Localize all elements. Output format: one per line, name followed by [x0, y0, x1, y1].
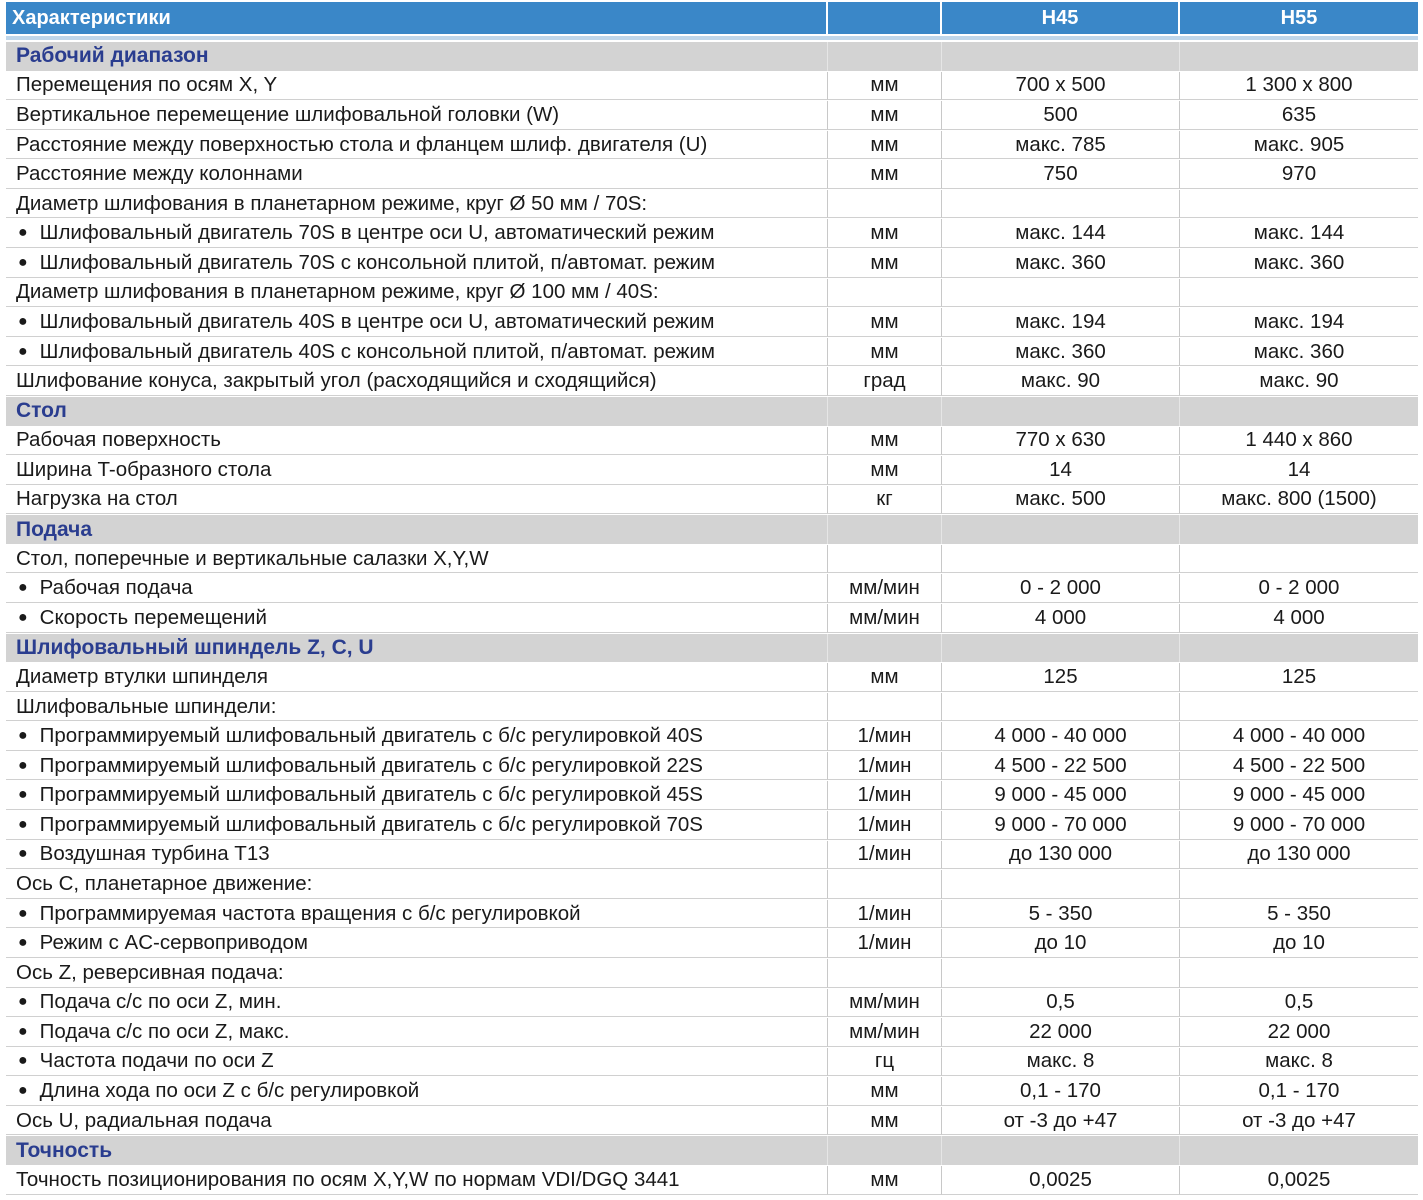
- section-title-text: Рабочий диапазон: [16, 44, 209, 68]
- section-row: [6, 397, 1418, 427]
- value-h45: 0 - 2 000: [942, 574, 1180, 603]
- param-name-cell: [6, 900, 828, 929]
- value-h45: 9 000 - 45 000: [942, 781, 1180, 810]
- bullet-icon: ●: [18, 312, 28, 330]
- table-header: [6, 2, 1418, 34]
- unit-cell: мм: [828, 160, 942, 189]
- value-h55: [1180, 693, 1418, 722]
- value-h55: [1180, 1136, 1418, 1165]
- param-name: Диаметр шлифования в планетарном режиме, круг Ø 50 мм / 70S:: [16, 191, 648, 215]
- unit-cell: кг: [828, 486, 942, 515]
- unit-cell: мм: [828, 308, 942, 337]
- section-title-text: Точность: [16, 1138, 113, 1162]
- param-name-cell: [6, 338, 828, 367]
- section-title: [6, 634, 828, 663]
- value-h55: 5 - 350: [1180, 900, 1418, 929]
- value-h45: [942, 515, 1180, 544]
- value-h45: макс. 785: [942, 131, 1180, 160]
- param-name-cell: [6, 989, 828, 1018]
- param-name-cell: [6, 722, 828, 751]
- unit-cell: мм: [828, 1107, 942, 1136]
- value-h45: [942, 397, 1180, 426]
- unit-cell: мм: [828, 72, 942, 101]
- table-row: [6, 308, 1418, 338]
- param-name-cell: [6, 841, 828, 870]
- unit-cell: мм/мин: [828, 574, 942, 603]
- table-row: [6, 929, 1418, 959]
- param-name-cell: [6, 486, 828, 515]
- param-name-cell: [6, 1166, 828, 1195]
- param-name: Воздушная турбина T13: [39, 842, 270, 866]
- table-row: [6, 131, 1418, 161]
- param-name: Нагрузка на стол: [16, 487, 178, 511]
- unit-cell: мм: [828, 456, 942, 485]
- param-name-cell: [6, 101, 828, 130]
- value-h45: [942, 190, 1180, 219]
- bullet-icon: ●: [18, 1022, 28, 1040]
- param-name: Частота подачи по оси Z: [39, 1049, 274, 1073]
- param-name-cell: [6, 1048, 828, 1077]
- value-h55: [1180, 397, 1418, 426]
- param-name: Рабочая поверхность: [16, 428, 221, 452]
- value-h55: 0 - 2 000: [1180, 574, 1418, 603]
- table-row: [6, 101, 1418, 131]
- unit-cell: мм: [828, 663, 942, 692]
- value-h55: 0,5: [1180, 989, 1418, 1018]
- table-row: [6, 663, 1418, 693]
- table-row: [6, 190, 1418, 220]
- value-h45: 125: [942, 663, 1180, 692]
- table-row: [6, 160, 1418, 190]
- table-row: [6, 279, 1418, 309]
- table-row: [6, 1107, 1418, 1137]
- unit-cell: [828, 634, 942, 663]
- param-name-cell: [6, 219, 828, 248]
- value-h45: 0,0025: [942, 1166, 1180, 1195]
- unit-cell: 1/мин: [828, 929, 942, 958]
- unit-cell: 1/мин: [828, 811, 942, 840]
- value-h55: макс. 8: [1180, 1048, 1418, 1077]
- value-h55: до 130 000: [1180, 841, 1418, 870]
- value-h45: до 130 000: [942, 841, 1180, 870]
- param-name-cell: [6, 456, 828, 485]
- value-h55: 4 000: [1180, 604, 1418, 633]
- table-row: [6, 781, 1418, 811]
- param-name: Подача с/с по оси Z, мин.: [39, 990, 282, 1014]
- table-row: [6, 545, 1418, 575]
- value-h45: 5 - 350: [942, 900, 1180, 929]
- value-h55: 9 000 - 45 000: [1180, 781, 1418, 810]
- value-h45: 4 000: [942, 604, 1180, 633]
- bullet-icon: ●: [18, 253, 28, 271]
- value-h45: макс. 360: [942, 338, 1180, 367]
- param-name-cell: [6, 190, 828, 219]
- value-h55: до 10: [1180, 929, 1418, 958]
- section-title-text: Шлифовальный шпиндель Z, C, U: [16, 635, 374, 659]
- table-row: [6, 456, 1418, 486]
- table-row: [6, 722, 1418, 752]
- table-row: [6, 1166, 1418, 1196]
- value-h45: макс. 360: [942, 249, 1180, 278]
- value-h45: 14: [942, 456, 1180, 485]
- param-name-cell: [6, 693, 828, 722]
- unit-cell: [828, 1136, 942, 1165]
- table-row: [6, 338, 1418, 368]
- value-h55: 4 000 - 40 000: [1180, 722, 1418, 751]
- value-h55: 1 440 x 860: [1180, 427, 1418, 456]
- table-body: [6, 42, 1418, 1196]
- header-divider: [6, 34, 1418, 42]
- unit-cell: 1/мин: [828, 900, 942, 929]
- value-h45: [942, 870, 1180, 899]
- bullet-icon: ●: [18, 224, 28, 242]
- bullet-icon: ●: [18, 1052, 28, 1070]
- unit-cell: мм/мин: [828, 989, 942, 1018]
- spec-table: [6, 2, 1418, 1196]
- unit-cell: 1/мин: [828, 781, 942, 810]
- param-name-cell: [6, 367, 828, 396]
- value-h45: [942, 279, 1180, 308]
- section-title: [6, 515, 828, 544]
- param-name-cell: [6, 1077, 828, 1106]
- value-h55: [1180, 279, 1418, 308]
- unit-cell: мм: [828, 249, 942, 278]
- table-row: [6, 219, 1418, 249]
- table-row: [6, 367, 1418, 397]
- value-h45: 0,5: [942, 989, 1180, 1018]
- unit-cell: [828, 545, 942, 574]
- unit-cell: [828, 42, 942, 71]
- value-h55: макс. 144: [1180, 219, 1418, 248]
- value-h55: 970: [1180, 160, 1418, 189]
- param-name: Программируемая частота вращения с б/с регулировкой: [39, 901, 581, 925]
- table-row: [6, 841, 1418, 871]
- table-row: [6, 693, 1418, 723]
- param-name-cell: [6, 160, 828, 189]
- bullet-icon: ●: [18, 904, 28, 922]
- bullet-icon: ●: [18, 845, 28, 863]
- unit-cell: мм: [828, 1166, 942, 1195]
- param-name-cell: [6, 427, 828, 456]
- param-name: Расстояние между поверхностью стола и фланцем шлиф. двигателя (U): [16, 132, 708, 156]
- unit-cell: мм: [828, 101, 942, 130]
- param-name: Диаметр втулки шпинделя: [16, 664, 269, 688]
- unit-cell: [828, 959, 942, 988]
- value-h55: 125: [1180, 663, 1418, 692]
- header-characteristics: Характеристики: [6, 2, 828, 34]
- unit-cell: мм/мин: [828, 604, 942, 633]
- param-name-cell: [6, 663, 828, 692]
- value-h55: 9 000 - 70 000: [1180, 811, 1418, 840]
- value-h55: от -3 до +47: [1180, 1107, 1418, 1136]
- param-name: Подача с/с по оси Z, макс.: [39, 1019, 290, 1043]
- param-name-cell: [6, 604, 828, 633]
- value-h45: [942, 1136, 1180, 1165]
- param-name-cell: [6, 1107, 828, 1136]
- value-h55: 1 300 x 800: [1180, 72, 1418, 101]
- param-name: Стол, поперечные и вертикальные салазки X,Y,W: [16, 546, 489, 570]
- section-row: [6, 1136, 1418, 1166]
- value-h55: [1180, 545, 1418, 574]
- value-h45: 9 000 - 70 000: [942, 811, 1180, 840]
- section-title-text: Стол: [16, 399, 67, 423]
- param-name-cell: [6, 811, 828, 840]
- unit-cell: 1/мин: [828, 722, 942, 751]
- unit-cell: мм: [828, 338, 942, 367]
- bullet-icon: ●: [18, 1082, 28, 1100]
- table-row: [6, 249, 1418, 279]
- param-name-cell: [6, 279, 828, 308]
- bullet-icon: ●: [18, 756, 28, 774]
- param-name: Вертикальное перемещение шлифовальной головки (W): [16, 102, 560, 126]
- value-h55: макс. 800 (1500): [1180, 486, 1418, 515]
- param-name: Перемещения по осям X, Y: [16, 73, 278, 97]
- unit-cell: 1/мин: [828, 752, 942, 781]
- value-h45: от -3 до +47: [942, 1107, 1180, 1136]
- value-h55: 635: [1180, 101, 1418, 130]
- param-name-cell: [6, 870, 828, 899]
- param-name: Шлифовальный двигатель 70S с консольной плитой, п/автомат. режим: [39, 250, 716, 274]
- param-name-cell: [6, 959, 828, 988]
- param-name: Программируемый шлифовальный двигатель с б/с регулировкой 22S: [39, 753, 703, 777]
- value-h55: [1180, 870, 1418, 899]
- value-h45: 500: [942, 101, 1180, 130]
- param-name: Длина хода по оси Z с б/с регулировкой: [39, 1079, 420, 1103]
- table-row: [6, 1018, 1418, 1048]
- param-name: Ось C, планетарное движение:: [16, 871, 313, 895]
- value-h45: [942, 693, 1180, 722]
- unit-cell: [828, 693, 942, 722]
- param-name-cell: [6, 929, 828, 958]
- section-row: [6, 42, 1418, 72]
- value-h55: 22 000: [1180, 1018, 1418, 1047]
- value-h55: макс. 360: [1180, 249, 1418, 278]
- value-h45: макс. 500: [942, 486, 1180, 515]
- value-h55: [1180, 634, 1418, 663]
- value-h45: [942, 634, 1180, 663]
- value-h45: макс. 8: [942, 1048, 1180, 1077]
- value-h45: до 10: [942, 929, 1180, 958]
- section-title: [6, 42, 828, 71]
- value-h55: макс. 90: [1180, 367, 1418, 396]
- value-h55: 0,0025: [1180, 1166, 1418, 1195]
- header-model-h55: H55: [1280, 6, 1318, 29]
- bullet-icon: ●: [18, 934, 28, 952]
- value-h55: 0,1 - 170: [1180, 1077, 1418, 1106]
- value-h45: макс. 90: [942, 367, 1180, 396]
- value-h45: 770 x 630: [942, 427, 1180, 456]
- param-name: Программируемый шлифовальный двигатель с б/с регулировкой 45S: [39, 783, 703, 807]
- unit-cell: [828, 870, 942, 899]
- table-row: [6, 959, 1418, 989]
- param-name: Программируемый шлифовальный двигатель с б/с регулировкой 40S: [39, 724, 703, 748]
- table-row: [6, 427, 1418, 457]
- unit-cell: мм: [828, 1077, 942, 1106]
- param-name: Скорость перемещений: [39, 605, 267, 629]
- table-row: [6, 486, 1418, 516]
- unit-cell: [828, 190, 942, 219]
- param-name-cell: [6, 1018, 828, 1047]
- header-unit: [828, 2, 942, 34]
- value-h45: 4 500 - 22 500: [942, 752, 1180, 781]
- bullet-icon: ●: [18, 727, 28, 745]
- bullet-icon: ●: [18, 608, 28, 626]
- value-h45: 22 000: [942, 1018, 1180, 1047]
- param-name: Расстояние между колоннами: [16, 162, 303, 186]
- param-name-cell: [6, 752, 828, 781]
- section-title: [6, 397, 828, 426]
- table-row: [6, 870, 1418, 900]
- param-name: Шлифовальные шпиндели:: [16, 694, 277, 718]
- param-name-cell: [6, 249, 828, 278]
- header-model-h45: H45: [942, 2, 1180, 34]
- value-h45: [942, 42, 1180, 71]
- table-row: [6, 811, 1418, 841]
- value-h45: макс. 144: [942, 219, 1180, 248]
- value-h55: [1180, 515, 1418, 544]
- unit-cell: град: [828, 367, 942, 396]
- table-row: [6, 1048, 1418, 1078]
- param-name: Диаметр шлифования в планетарном режиме, круг Ø 100 мм / 40S:: [16, 280, 659, 304]
- param-name-cell: [6, 131, 828, 160]
- value-h55: макс. 360: [1180, 338, 1418, 367]
- value-h55: макс. 194: [1180, 308, 1418, 337]
- param-name-cell: [6, 574, 828, 603]
- unit-cell: мм/мин: [828, 1018, 942, 1047]
- bullet-icon: ●: [18, 579, 28, 597]
- param-name-cell: [6, 545, 828, 574]
- param-name: Шлифование конуса, закрытый угол (расходящийся и сходящийся): [16, 369, 657, 393]
- section-title: [6, 1136, 828, 1165]
- value-h55: 4 500 - 22 500: [1180, 752, 1418, 781]
- table-row: [6, 1077, 1418, 1107]
- section-title-text: Подача: [16, 517, 93, 541]
- param-name: Ширина T-образного стола: [16, 457, 272, 481]
- unit-cell: гц: [828, 1048, 942, 1077]
- table-row: [6, 752, 1418, 782]
- bullet-icon: ●: [18, 342, 28, 360]
- param-name: Шлифовальный двигатель 70S в центре оси U, автоматический режим: [39, 221, 715, 245]
- value-h45: [942, 545, 1180, 574]
- value-h55: [1180, 959, 1418, 988]
- value-h55: [1180, 42, 1418, 71]
- unit-cell: 1/мин: [828, 841, 942, 870]
- param-name: Шлифовальный двигатель 40S в центре оси U, автоматический режим: [39, 309, 715, 333]
- unit-cell: мм: [828, 131, 942, 160]
- value-h55: макс. 905: [1180, 131, 1418, 160]
- unit-cell: [828, 515, 942, 544]
- value-h55: 14: [1180, 456, 1418, 485]
- value-h45: макс. 194: [942, 308, 1180, 337]
- value-h45: 700 x 500: [942, 72, 1180, 101]
- section-row: [6, 634, 1418, 664]
- unit-cell: мм: [828, 427, 942, 456]
- section-row: [6, 515, 1418, 545]
- value-h55: [1180, 190, 1418, 219]
- value-h45: [942, 959, 1180, 988]
- param-name: Точность позиционирования по осям X,Y,W по нормам VDI/DGQ 3441: [16, 1167, 680, 1191]
- param-name: Шлифовальный двигатель 40S с консольной плитой, п/автомат. режим: [39, 339, 716, 363]
- value-h45: 4 000 - 40 000: [942, 722, 1180, 751]
- bullet-icon: ●: [18, 786, 28, 804]
- unit-cell: [828, 279, 942, 308]
- value-h45: 750: [942, 160, 1180, 189]
- bullet-icon: ●: [18, 993, 28, 1011]
- param-name-cell: [6, 781, 828, 810]
- value-h45: 0,1 - 170: [942, 1077, 1180, 1106]
- param-name: Ось U, радиальная подача: [16, 1108, 272, 1132]
- table-row: [6, 900, 1418, 930]
- unit-cell: мм: [828, 219, 942, 248]
- table-row: [6, 604, 1418, 634]
- param-name: Ось Z, реверсивная подача:: [16, 960, 284, 984]
- table-row: [6, 989, 1418, 1019]
- param-name: Режим с AC-сервоприводом: [39, 931, 308, 955]
- param-name-cell: [6, 308, 828, 337]
- bullet-icon: ●: [18, 815, 28, 833]
- param-name-cell: [6, 72, 828, 101]
- param-name: Рабочая подача: [39, 576, 193, 600]
- table-row: [6, 72, 1418, 102]
- unit-cell: [828, 397, 942, 426]
- param-name: Программируемый шлифовальный двигатель с б/с регулировкой 70S: [39, 812, 703, 836]
- table-row: [6, 574, 1418, 604]
